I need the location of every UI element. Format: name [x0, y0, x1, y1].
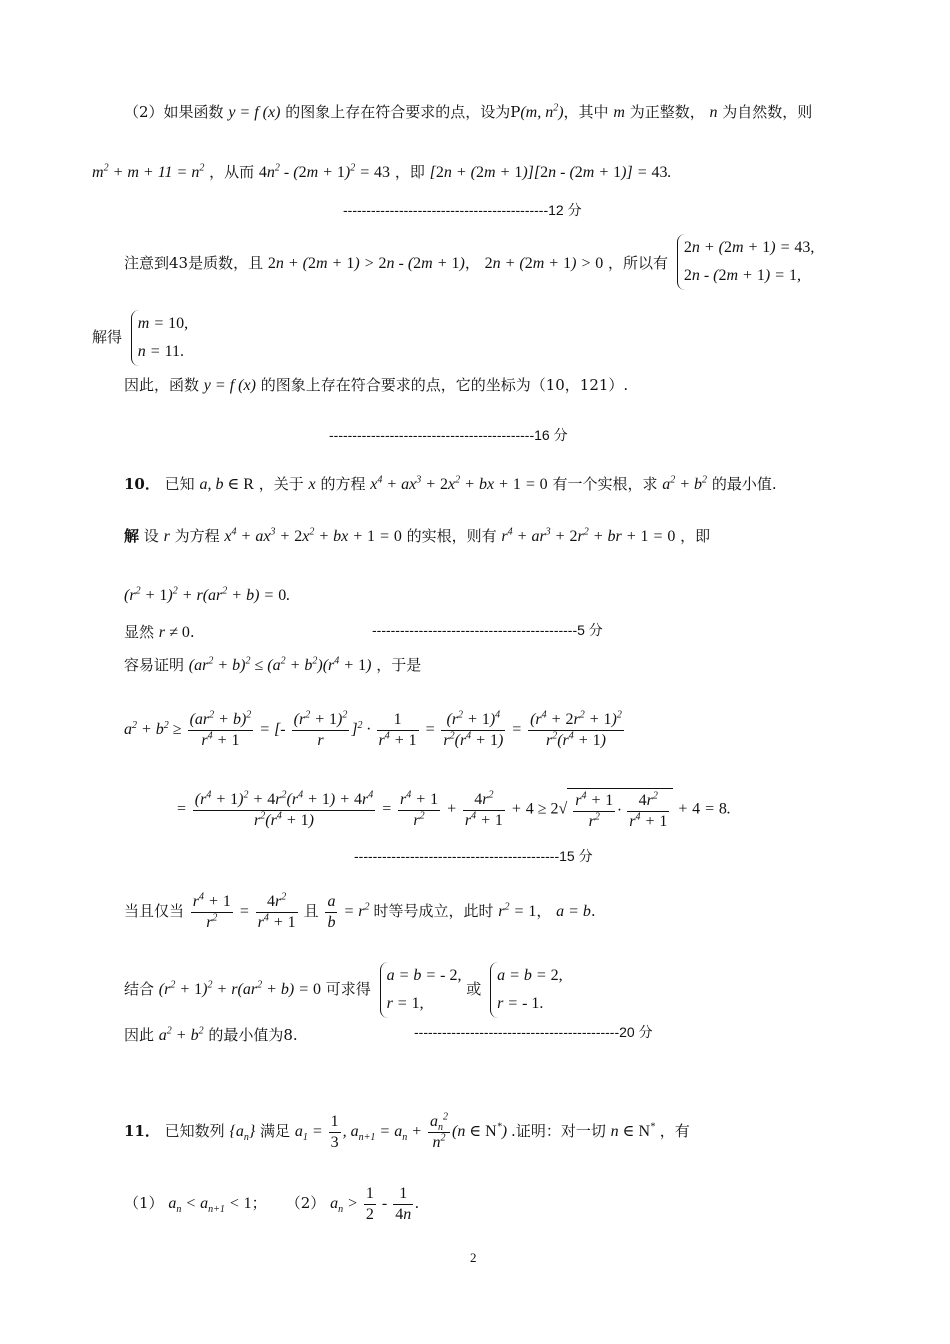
text-line: 解得 m = 10, n = 11.: [92, 310, 188, 366]
equation: $a^2 + b^2$ ≥ $\frac{(ar^2 + b)^2}{r^4 + 1}$ = [- $\frac{(r^2 + 1)^2}{r}$ ]$^2$ · $\frac{1}{r^4 + 1}$ = $\frac{(r^2 + 1)^4}{r^2(r^4 + 1)}$ = $\frac{(r^4 + 2r^2 + 1)^2}{r^2(r^4 + 1)}$: [124, 709, 622, 749]
text-line: 结合 $(r^2 + 1)^2 + r(ar^2 + b) = 0$ 可求得 a = b = - 2, r = 1, 或 a = b = 2, r = - 1.: [124, 962, 563, 1018]
text-line: 因此 $a^2 + b^2$ 的最小值为8.: [124, 1025, 298, 1044]
equation-system: m = 10, n = 11.: [131, 310, 188, 366]
score-marker: --------------------------------------------15 分: [354, 848, 593, 864]
text-line: （1） $a_n < a_{n+1} < 1$； （2） $a_n$ > $\frac{1}{2}$ - $\frac{1}{4n}$ .: [124, 1185, 420, 1223]
text-line: $m^2 + m + 11 = n^2$ ，从而 $4n^2 - (2m + 1)^2 = 43$ ，即 [2n + (2m + 1)][2n - (2m + 1)] = 43.: [92, 162, 672, 181]
text-line: 显然 r ≠ 0.: [124, 623, 195, 641]
question-10: 10． 已知 a, b ∈ R ，关于 x 的方程 $x^4 + ax^3 + 2x^2$ + bx + 1 = 0 有一个实根，求 $a^2 + b^2$ 的最小值.: [124, 474, 777, 493]
solution-line: 解 设 r 为方程 $x^4 + ax^3 + 2x^2$ + bx + 1 = 0 的实根，则有 $r^4 + ar^3 + 2r^2$ + br + 1 = 0 ，即: [124, 526, 711, 545]
score-marker: --------------------------------------------16 分: [329, 427, 568, 443]
text-line: 注意到43是质数，且 2n + (2m + 1) > 2n - (2m + 1)， 2n + (2m + 1) > 0 ，所以有 2n + (2m + 1) = 43, 2n - (2m + 1) = 1,: [124, 238, 814, 290]
equation-system: 2n + (2m + 1) = 43, 2n - (2m + 1) = 1,: [677, 234, 815, 290]
text-line: 容易证明 $(ar^2 + b)^2 \le (a^2 + b^2)(r^4 + 1)$ ，于是: [124, 655, 422, 674]
question-11: 11． 已知数列 $\{a_n\}$ 满足 $a_1$ = $\frac{1}{3}$ , $a_{n+1} = a_n$ + $\frac{a_n^2}{n^2}$ (n ∈ N*) .证明：对一切 n ∈ N* ，有: [124, 1111, 690, 1151]
score-marker: --------------------------------------------5 分: [372, 622, 603, 638]
text-line: 当且仅当 $\frac{r^4 + 1}{r^2}$ = $\frac{4r^2}{r^4 + 1}$ 且 $\frac{a}{b}$ = $r^2$ 时等号成立，此时 $r^2 = 1$， a = b.: [124, 891, 596, 931]
score-marker: --------------------------------------------12 分: [343, 202, 582, 218]
equation-system: a = b = - 2, r = 1,: [380, 962, 462, 1018]
equation: = $\frac{(r^4 + 1)^2 + 4r^2(r^4 + 1) + 4r^4}{r^2(r^4 + 1)}$ = $\frac{r^4 + 1}{r^2}$ + $\frac{4r^2}{r^4 + 1}$ + 4 ≥ 2√ $\frac{r^4 + 1}{r^2}$ · $\frac{4r^2}{r^4 + 1}$ + 4 = 8.: [176, 789, 731, 830]
math: y = f (x): [228, 104, 281, 121]
text-line: 因此，函数 y = f (x) 的图象上存在符合要求的点，它的坐标为（10，121）.: [124, 376, 629, 394]
equation-system: a = b = 2, r = - 1.: [490, 962, 563, 1018]
page-number: 2: [470, 1250, 477, 1265]
equation: $(r^2 + 1)^2 + r(ar^2 + b) = 0$.: [124, 585, 291, 604]
score-marker: --------------------------------------------20 分: [414, 1024, 653, 1040]
text-line: （2）如果函数 y = f (x) 的图象上存在符合要求的点，设为P(m, $n^2$)，其中 m 为正整数， n 为自然数，则: [124, 102, 813, 121]
